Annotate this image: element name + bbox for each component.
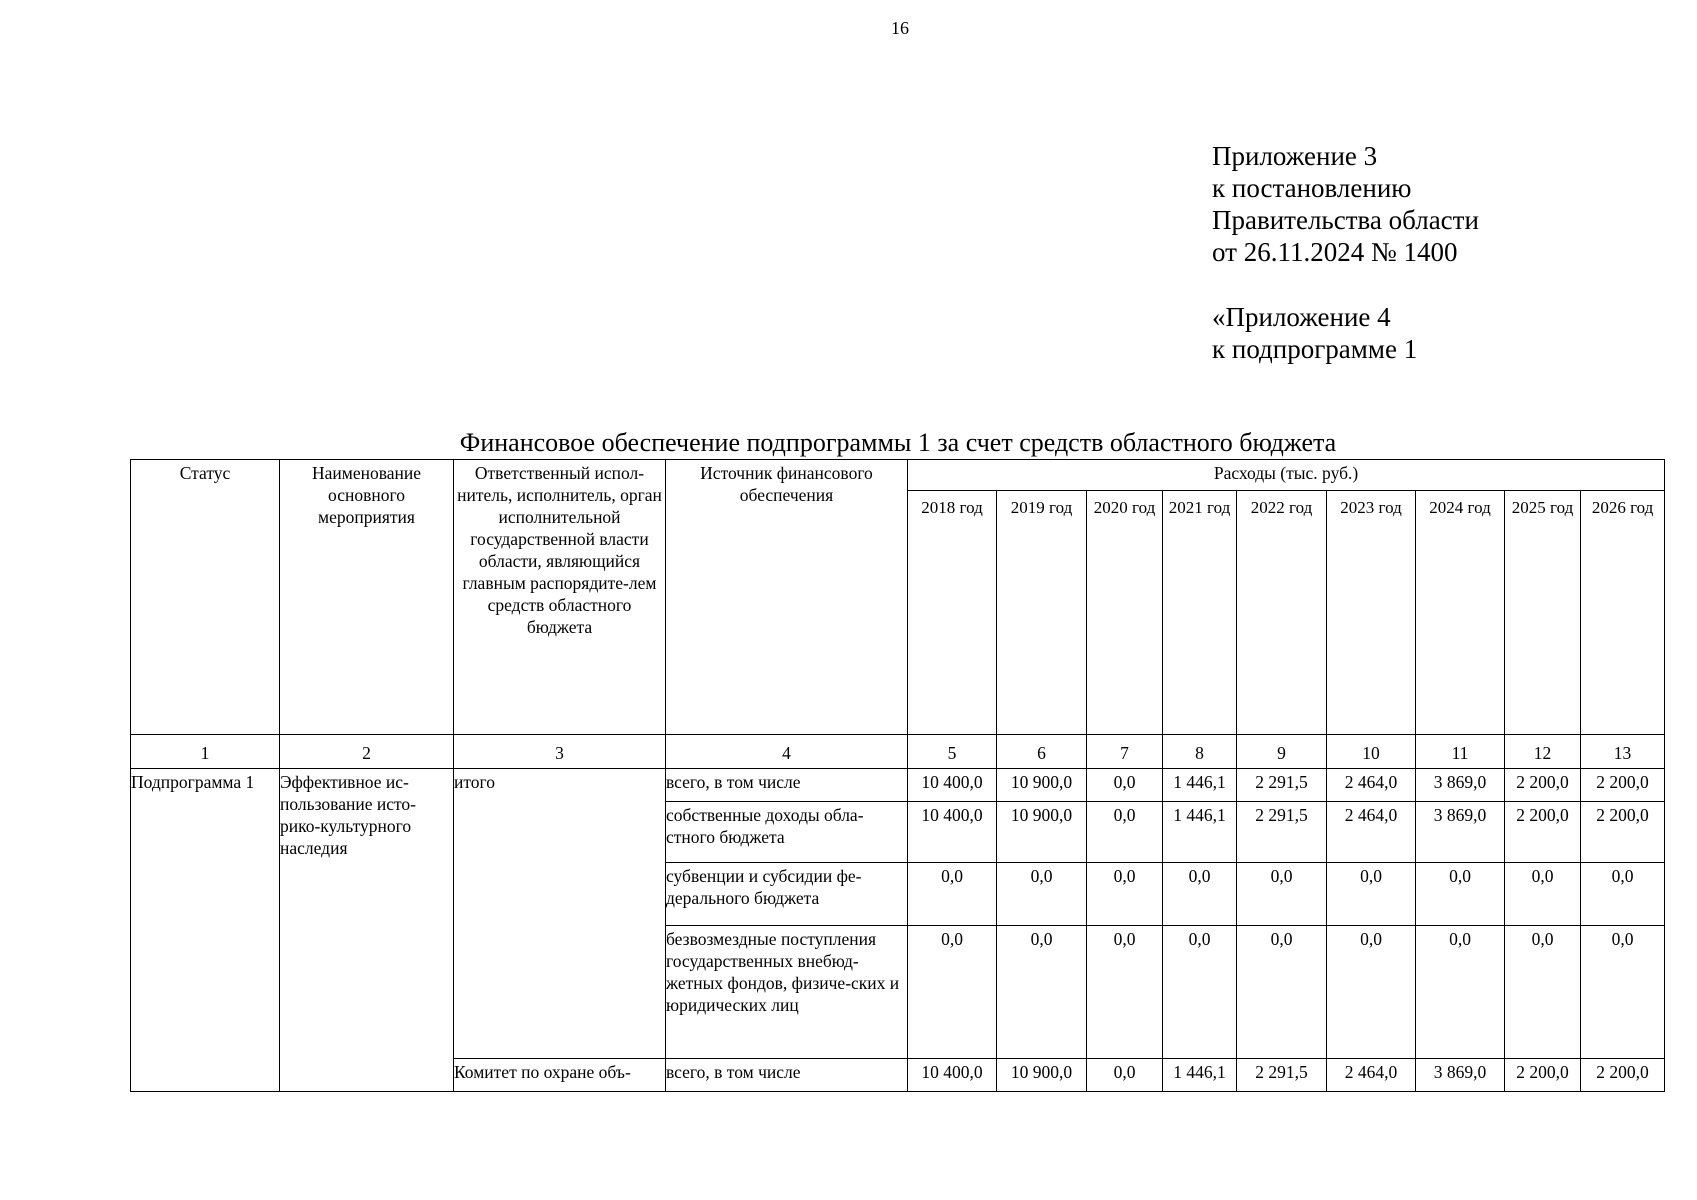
value-cell: 0,0 — [1237, 863, 1327, 926]
value-cell: 2 291,5 — [1237, 1059, 1327, 1092]
column-number: 9 — [1237, 735, 1327, 769]
table-row — [131, 769, 1665, 802]
source-cell: собственные доходы обла-стного бюджета — [666, 802, 908, 863]
value-cell: 0,0 — [1581, 926, 1665, 1059]
header-year: 2024 год — [1416, 491, 1505, 735]
table-title: Финансовое обеспечение подпрограммы 1 за счет средств областного бюджета — [459, 428, 1337, 457]
header-source: Источник финансового обеспечения — [666, 460, 908, 735]
value-cell: 0,0 — [997, 863, 1087, 926]
value-cell: 3 869,0 — [1416, 1059, 1505, 1092]
value-cell: 2 200,0 — [1581, 769, 1665, 802]
header-year: 2023 год — [1327, 491, 1416, 735]
appendix-quote-line: «Приложение 4 — [1212, 302, 1391, 332]
value-cell: 0,0 — [997, 926, 1087, 1059]
header-year: 2018 год — [908, 491, 997, 735]
value-cell: 2 200,0 — [1581, 1059, 1665, 1092]
value-cell: 0,0 — [1087, 769, 1163, 802]
appendix-quote-line: к подпрограмме 1 — [1212, 334, 1418, 364]
source-cell: всего, в том числе — [666, 1059, 908, 1092]
header-status: Статус — [131, 460, 280, 735]
value-cell: 10 900,0 — [997, 769, 1087, 802]
source-cell: безвозмездные поступления государственных внебюд-жетных фондов, физиче-ских и юридических лиц — [666, 926, 908, 1059]
value-cell: 10 900,0 — [997, 802, 1087, 863]
column-number: 7 — [1087, 735, 1163, 769]
header-year: 2025 год — [1505, 491, 1581, 735]
value-cell: 0,0 — [1163, 926, 1237, 1059]
column-number: 3 — [454, 735, 666, 769]
value-cell: 2 200,0 — [1505, 802, 1581, 863]
value-cell: 0,0 — [1505, 926, 1581, 1059]
header-year: 2022 год — [1237, 491, 1327, 735]
value-cell: 0,0 — [1581, 863, 1665, 926]
column-number: 4 — [666, 735, 908, 769]
value-cell: 2 464,0 — [1327, 1059, 1416, 1092]
value-cell: 3 869,0 — [1416, 769, 1505, 802]
value-cell: 10 400,0 — [908, 802, 997, 863]
value-cell: 0,0 — [1163, 863, 1237, 926]
value-cell: 0,0 — [1087, 926, 1163, 1059]
appendix-line: от 26.11.2024 № 1400 — [1212, 237, 1458, 267]
value-cell: 2 200,0 — [1505, 769, 1581, 802]
value-cell: 0,0 — [1087, 1059, 1163, 1092]
appendix-line: Приложение 3 — [1212, 141, 1378, 171]
value-cell: 2 291,5 — [1237, 802, 1327, 863]
value-cell: 3 869,0 — [1416, 802, 1505, 863]
column-number: 6 — [997, 735, 1087, 769]
value-cell: 10 900,0 — [997, 1059, 1087, 1092]
executor-total-cell: итого — [454, 769, 666, 1059]
column-number: 12 — [1505, 735, 1581, 769]
appendix-line: к постановлению — [1212, 173, 1412, 203]
value-cell: 0,0 — [1087, 802, 1163, 863]
appendix-block — [1212, 140, 1479, 365]
source-cell: всего, в том числе — [666, 769, 908, 802]
value-cell: 2 291,5 — [1237, 769, 1327, 802]
value-cell: 1 446,1 — [1163, 769, 1237, 802]
header-year: 2021 год — [1163, 491, 1237, 735]
measure-cell: Эффективное ис-пользование исто-рико-культурного наследия — [280, 769, 454, 1092]
financing-table — [130, 459, 1665, 1092]
appendix-line: Правительства области — [1212, 205, 1479, 235]
header-expenses: Расходы (тыс. руб.) — [908, 460, 1665, 491]
value-cell: 2 464,0 — [1327, 802, 1416, 863]
value-cell: 0,0 — [1416, 926, 1505, 1059]
header-measure: Наименование основного мероприятия — [280, 460, 454, 735]
value-cell: 2 200,0 — [1505, 1059, 1581, 1092]
value-cell: 2 200,0 — [1581, 802, 1665, 863]
value-cell: 0,0 — [1327, 863, 1416, 926]
value-cell: 0,0 — [908, 863, 997, 926]
value-cell: 0,0 — [908, 926, 997, 1059]
column-number: 5 — [908, 735, 997, 769]
value-cell: 0,0 — [1087, 863, 1163, 926]
appendix-gap — [1212, 268, 1479, 301]
column-number: 8 — [1163, 735, 1237, 769]
value-cell: 1 446,1 — [1163, 1059, 1237, 1092]
executor-committee-cell: Комитет по охране объ- — [454, 1059, 666, 1092]
header-year: 2019 год — [997, 491, 1087, 735]
value-cell: 1 446,1 — [1163, 802, 1237, 863]
value-cell: 0,0 — [1505, 863, 1581, 926]
value-cell: 0,0 — [1327, 926, 1416, 1059]
value-cell: 0,0 — [1237, 926, 1327, 1059]
column-number: 2 — [280, 735, 454, 769]
header-row — [131, 460, 1665, 491]
column-number-row — [131, 735, 1665, 769]
column-number: 10 — [1327, 735, 1416, 769]
header-year: 2020 год — [1087, 491, 1163, 735]
header-year: 2026 год — [1581, 491, 1665, 735]
source-cell: субвенции и субсидии фе-дерального бюджета — [666, 863, 908, 926]
value-cell: 10 400,0 — [908, 769, 997, 802]
column-number: 13 — [1581, 735, 1665, 769]
value-cell: 2 464,0 — [1327, 769, 1416, 802]
header-executor: Ответственный испол-нитель, исполнитель, орган исполнительной государственной власти области, являющийся главным распорядите-лем средств областного бюджета — [454, 460, 666, 735]
value-cell: 0,0 — [1416, 863, 1505, 926]
status-cell: Подпрограмма 1 — [131, 769, 280, 1092]
column-number: 1 — [131, 735, 280, 769]
value-cell: 10 400,0 — [908, 1059, 997, 1092]
page-number: 16 — [891, 18, 909, 38]
column-number: 11 — [1416, 735, 1505, 769]
